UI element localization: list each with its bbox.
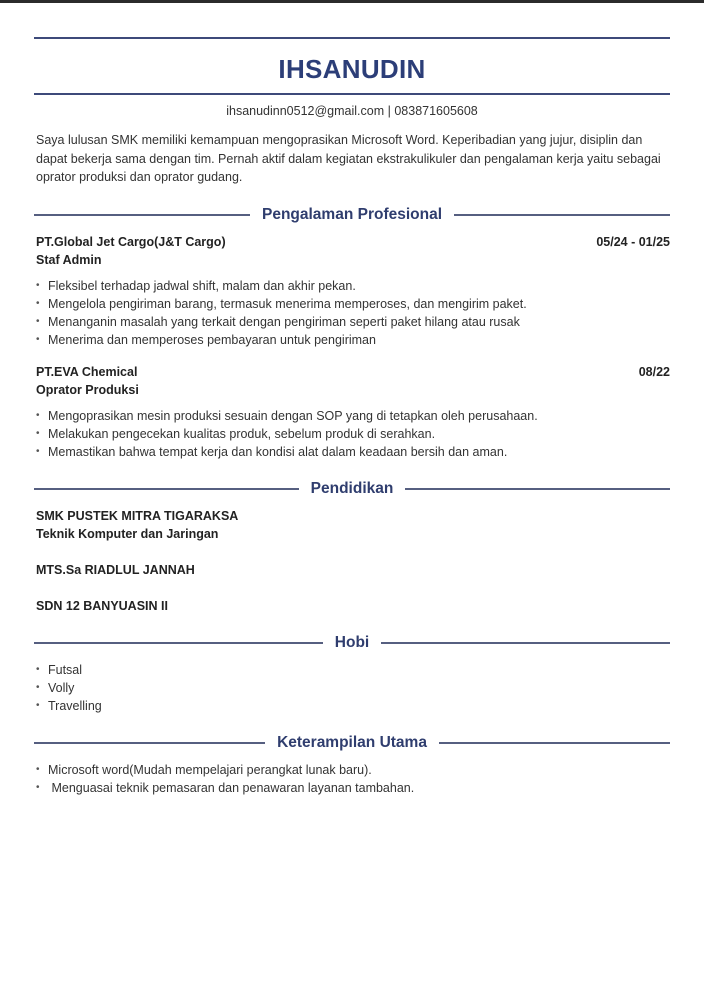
list-item: • Menanganin masalah yang terkait dengan pengiriman seperti paket hilang atau rusak [34, 313, 670, 331]
job-duties-list [34, 407, 670, 461]
job-role: Staf Admin [36, 252, 102, 267]
resume-page [34, 3, 670, 797]
school-name: SMK PUSTEK MITRA TIGARAKSA [36, 508, 239, 523]
list-item: • Travelling [34, 697, 670, 715]
section-title: Pengalaman Profesional [261, 205, 443, 223]
section-title: Hobi [334, 633, 370, 651]
school-name: MTS.Sa RIADLUL JANNAH [36, 562, 195, 577]
list-item: • Mengoprasikan mesin produksi sesuain dengan SOP yang di tetapkan oleh perusahaan. [34, 407, 670, 425]
divider-line [381, 642, 670, 644]
summary-paragraph: Saya lulusan SMK memiliki kemampuan mengoprasikan Microsoft Word. Keperibadian yang jujur, disiplin dan dapat bekerja sama dengan tim. Pernah aktif dalam kegiatan ekstrakulikuler dan pengalaman kerja yaitu sebagai oprator produksi dan oprator gudang. [36, 133, 661, 184]
education-list [34, 507, 670, 615]
list-item: • Melakukan pengecekan kualitas produk, sebelum produk di serahkan. [34, 425, 670, 443]
divider-line [34, 488, 299, 490]
job-dates: 05/24 - 01/25 [596, 234, 670, 249]
section-title: Pendidikan [310, 479, 394, 497]
list-item: • Menguasai teknik pemasaran dan penawaran layanan tambahan. [34, 779, 670, 797]
job-company: PT.Global Jet Cargo(J&T Cargo) [36, 234, 226, 249]
job-dates: 08/22 [638, 364, 670, 379]
section-title: Keterampilan Utama [277, 733, 427, 751]
divider-line [439, 742, 670, 744]
divider-line [34, 214, 250, 216]
school-name: SDN 12 BANYUASIN II [36, 598, 168, 613]
list-item: • Fleksibel terhadap jadwal shift, malam dan akhir pekan. [34, 277, 670, 295]
list-item: • Volly [34, 679, 670, 697]
school-major: Teknik Komputer dan Jaringan [36, 526, 219, 541]
list-item: • Menerima dan memperoses pembayaran untuk pengiriman [34, 331, 670, 349]
header-top-rule [34, 37, 670, 39]
header-bottom-rule [34, 93, 670, 95]
divider-line [454, 214, 670, 216]
contact-info: ihsanudinn0512@gmail.com | 083871605608 [226, 104, 478, 118]
job-duties-list [34, 277, 670, 349]
section-education-heading [34, 479, 670, 499]
list-item: • Mengelola pengiriman barang, termasuk menerima memperoses, dan mengirim paket. [34, 295, 670, 313]
list-item: • Memastikan bahwa tempat kerja dan kondisi alat dalam keadaan bersih dan aman. [34, 443, 670, 461]
education-entry [34, 561, 670, 579]
list-item: • Futsal [34, 661, 670, 679]
divider-line [405, 488, 670, 490]
hobbies-list [34, 661, 670, 715]
candidate-name: IHSANUDIN [278, 54, 426, 84]
job-company: PT.EVA Chemical [36, 364, 138, 379]
education-entry [34, 597, 670, 615]
job-entry [34, 233, 670, 349]
divider-line [34, 742, 265, 744]
job-role: Oprator Produksi [36, 382, 139, 397]
skills-list [34, 761, 670, 797]
education-entry [34, 507, 670, 543]
divider-line [34, 642, 323, 644]
section-skills-heading [34, 733, 670, 753]
job-entry [34, 363, 670, 461]
section-hobbies-heading [34, 633, 670, 653]
list-item: • Microsoft word(Mudah mempelajari perangkat lunak baru). [34, 761, 670, 779]
section-experience-heading [34, 205, 670, 225]
